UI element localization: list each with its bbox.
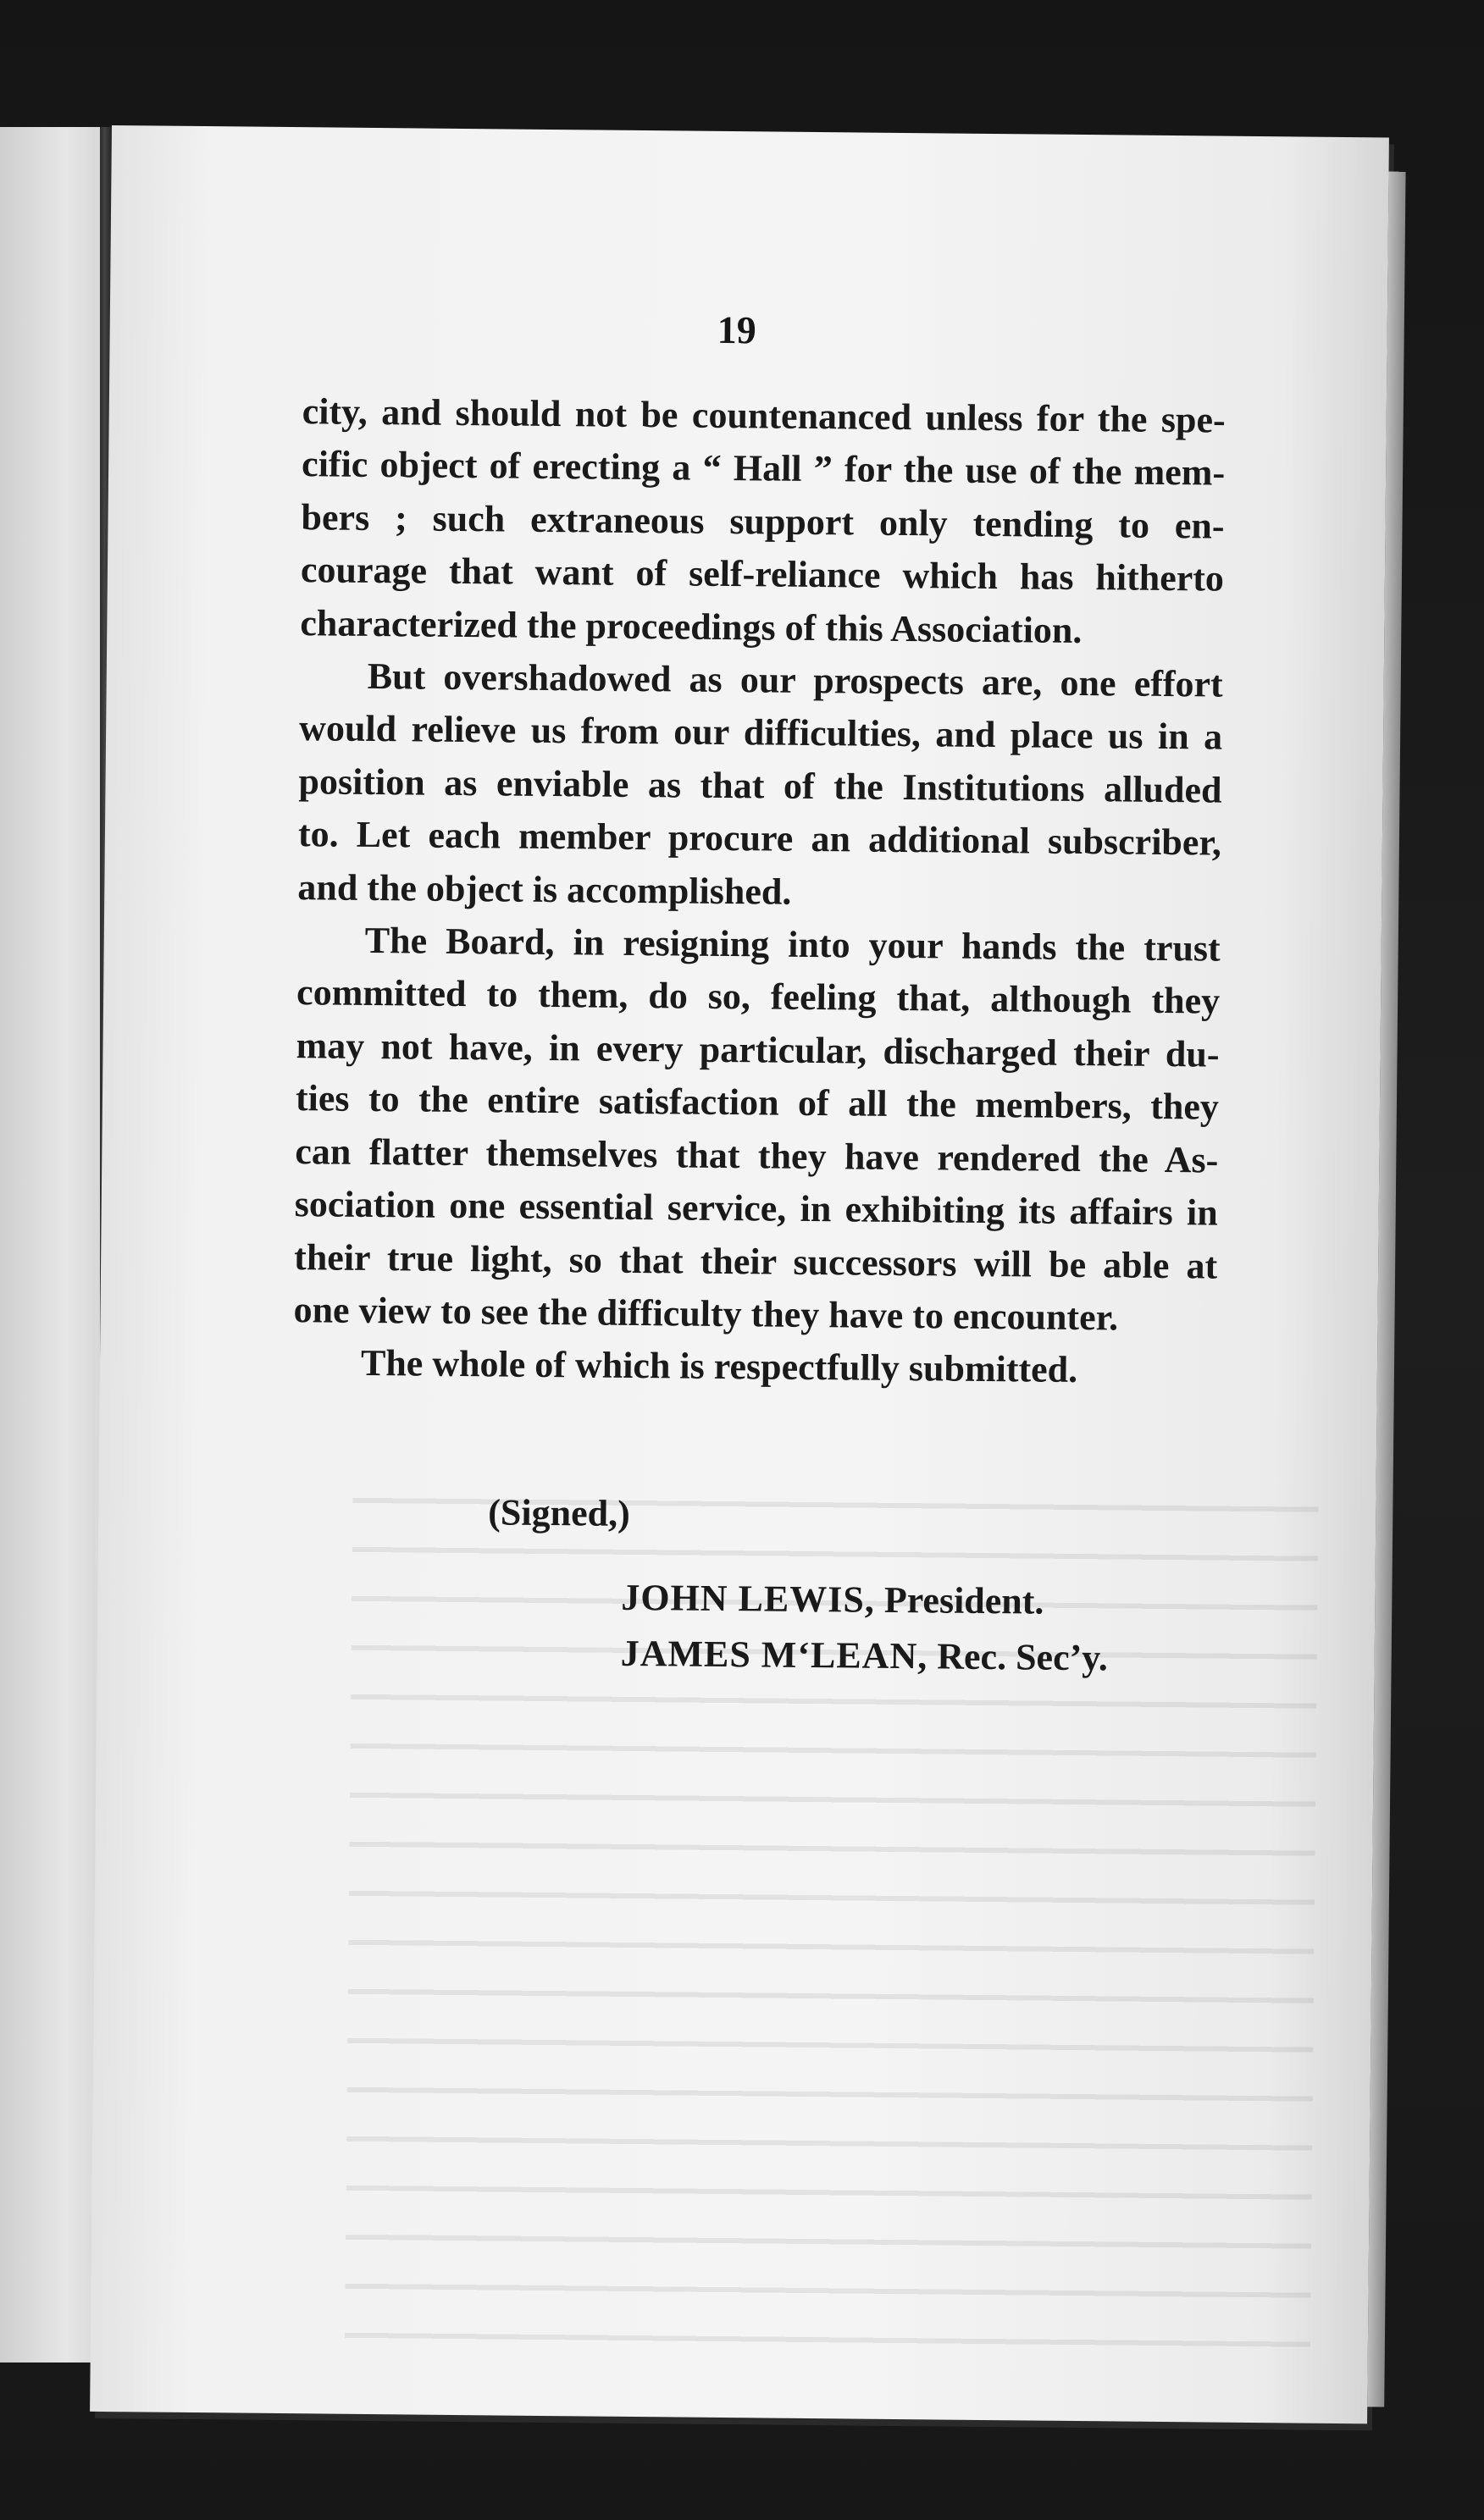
body-text — [293, 385, 1226, 1398]
text-line: one view to see the difficulty they have to encounter. — [293, 1289, 1119, 1339]
text-line: would relieve us from our difficulties, and place us in a — [298, 707, 1223, 759]
signatory-name: JAMES M‘LEAN, — [620, 1632, 928, 1677]
signatory-title: Rec. Sec’y. — [937, 1635, 1109, 1679]
signatory-president — [621, 1570, 1109, 1631]
text-line: may not have, in every particular, discharged their du- — [296, 1025, 1220, 1075]
text-line: and the object is accomplished. — [297, 865, 792, 913]
text-line: The whole of which is respectfully submitted. — [360, 1342, 1078, 1391]
text-line: But overshadowed as our prospects are, one effort — [367, 655, 1223, 705]
signatory-secretary — [620, 1626, 1108, 1687]
text-line: position as enviable as that of the Institutions alluded — [298, 760, 1222, 811]
text-line: ties to the entire satisfaction of all the members, they — [295, 1077, 1220, 1128]
page-number: 19 — [717, 307, 756, 352]
signatories-block — [620, 1570, 1108, 1687]
text-line: city, and should not be countenanced unless for the spe- — [302, 390, 1226, 441]
text-line: courage that want of self-reliance which has hitherto — [300, 549, 1225, 600]
signatory-name: JOHN LEWIS, — [621, 1576, 876, 1621]
text-line: characterized the proceedings of this Association. — [300, 601, 1083, 651]
text-line: bers ; such extraneous support only tending to en- — [301, 495, 1225, 547]
signed-label: (Signed,) — [488, 1491, 631, 1534]
text-line: The Board, in resigning into your hands the trust — [364, 919, 1221, 970]
text-line: committed to them, do so, feeling that, although they — [296, 971, 1221, 1023]
text-line: to. Let each member procure an additional subscriber, — [297, 813, 1222, 864]
document-page — [90, 125, 1389, 2423]
text-line: can flatter themselves that they have rendered the As- — [295, 1130, 1219, 1181]
text-line: cific object of erecting a “ Hall ” for the use of the mem- — [301, 443, 1226, 495]
text-line: sociation one essential service, in exhibiting its affairs in — [294, 1183, 1218, 1234]
signatory-title: President. — [883, 1578, 1044, 1622]
text-line: their true light, so that their successors will be able at — [293, 1235, 1218, 1287]
